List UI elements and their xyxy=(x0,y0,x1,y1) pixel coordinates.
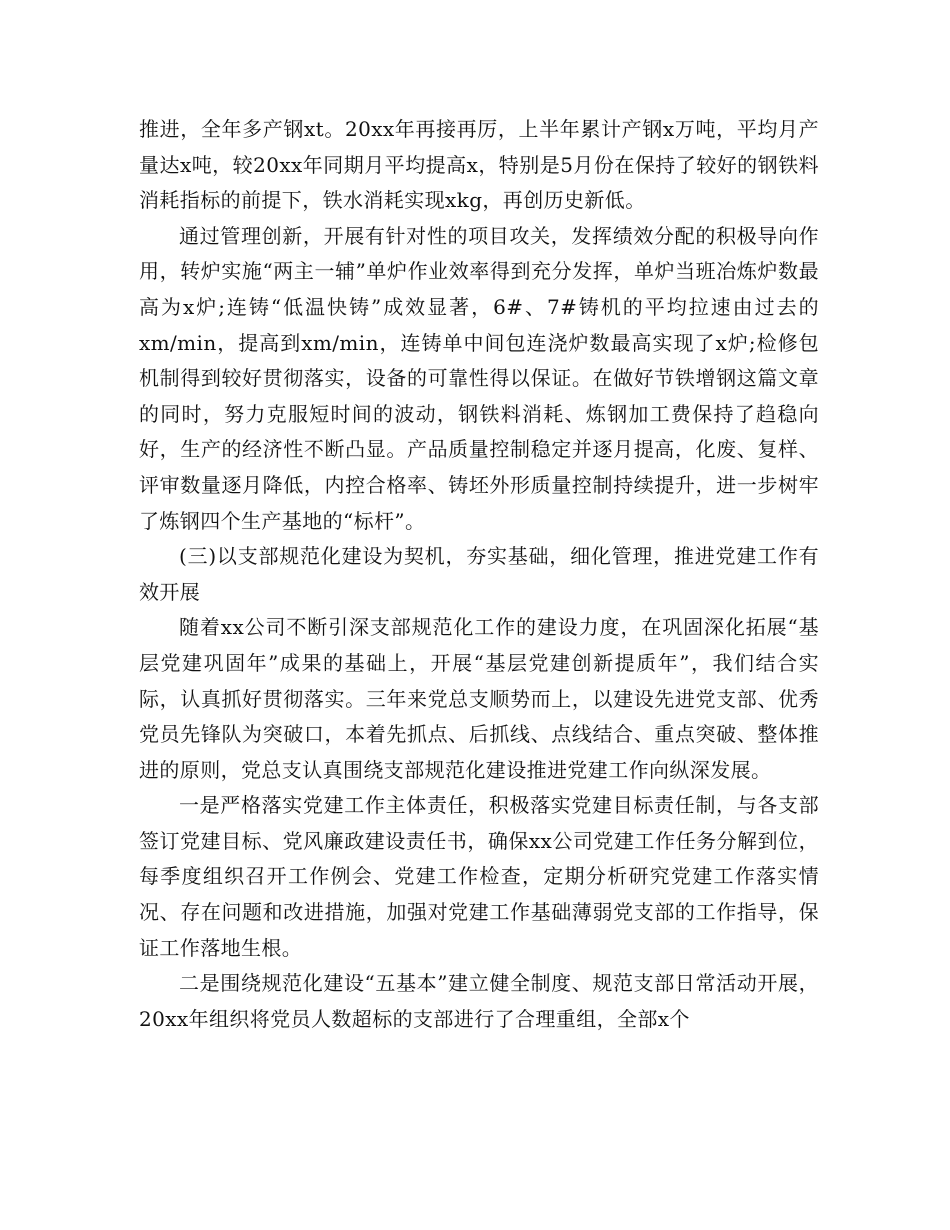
paragraph-2: 通过管理创新，开展有针对性的项目攻关，发挥绩效分配的积极导向作用，转炉实施“两主一辅”单炉作业效率得到充分发挥，单炉当班冶炼炉数最高为x炉;连铸“低温快铸”成效显著，6#、7#铸机的平均拉速由过去的xm/min，提高到xm/min，连铸单中间包连浇炉数最高实现了x炉;检修包机制得到较好贯彻落实，设备的可靠性得以保证。在做好节铁增钢这篇文章的同时，努力克服短时间的波动，钢铁料消耗、炼钢加工费保持了趋稳向好，生产的经济性不断凸显。产品质量控制稳定并逐月提高，化废、复样、评审数量逐月降低，内控合格率、铸坯外形质量控制持续提升，进一步树牢了炼钢四个生产基地的“标杆”。 xyxy=(139,223,819,533)
document-body xyxy=(139,112,819,1037)
paragraph-3: 随着xx公司不断引深支部规范化工作的建设力度，在巩固深化拓展“基层党建巩固年”成果的基础上，开展“基层党建创新提质年”，我们结合实际，认真抓好贯彻落实。三年来党总支顺势而上，以建设先进党支部、优秀党员先锋队为突破口，本着先抓点、后抓线、点线结合、重点突破、整体推进的原则，党总支认真围绕支部规范化建设推进党建工作向纵深发展。 xyxy=(139,615,819,782)
paragraph-4: 一是严格落实党建工作主体责任，积极落实党建目标责任制，与各支部签订党建目标、党风廉政建设责任书，确保xx公司党建工作任务分解到位，每季度组织召开工作例会、党建工作检查，定期分析研究党建工作落实情况、存在问题和改进措施，加强对党建工作基础薄弱党支部的工作指导，保证工作落地生根。 xyxy=(139,793,819,960)
paragraph-5: 二是围绕规范化建设“五基本”建立健全制度、规范支部日常活动开展，20xx年组织将党员人数超标的支部进行了合理重组，全部x个 xyxy=(139,971,819,1031)
section-heading: (三)以支部规范化建设为契机，夯实基础，细化管理，推进党建工作有效开展 xyxy=(139,544,819,604)
paragraph-1: 推进，全年多产钢xt。20xx年再接再厉，上半年累计产钢x万吨，平均月产量达x吨，较20xx年同期月平均提高x，特别是5月份在保持了较好的钢铁料消耗指标的前提下，铁水消耗实现xkg，再创历史新低。 xyxy=(139,117,819,213)
